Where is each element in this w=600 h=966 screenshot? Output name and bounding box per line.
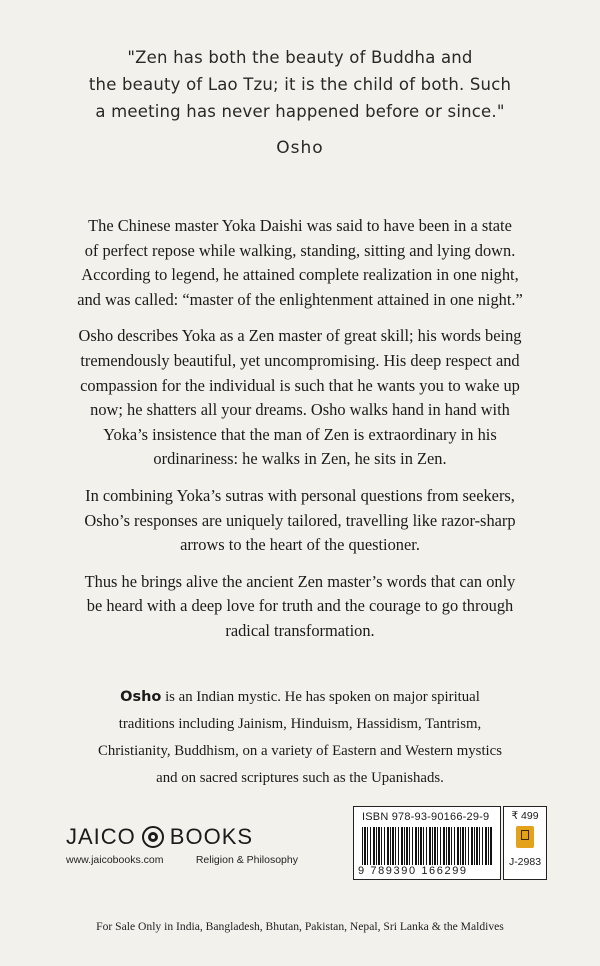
- publisher-website: www.jaicobooks.com: [66, 854, 164, 866]
- text-line: of perfect repose while walking, standing, sitting and lying down.: [84, 240, 516, 260]
- book-description: [60, 214, 540, 656]
- barcode-icon: [362, 827, 492, 865]
- barcode-digits: 9 789390 166299: [358, 865, 468, 877]
- text-line: Osho’s responses are uniquely tailored, travelling like razor-sharp: [84, 510, 516, 530]
- publisher-logo: [66, 824, 298, 850]
- publisher-name-right: BOOKS: [169, 824, 254, 849]
- isbn-label: ISBN 978-93-90166-29-9: [362, 811, 490, 823]
- product-code: J-2983: [508, 856, 542, 868]
- text-line: tremendously beautiful, yet uncompromising. His deep respect and: [80, 350, 520, 370]
- quote-line: the beauty of Lao Tzu; it is the child of both. Such: [88, 75, 512, 94]
- bio-line: and on sacred scriptures such as the Upanishads.: [156, 770, 444, 786]
- publisher-name-left: JAICO: [66, 824, 136, 849]
- text-line: In combining Yoka’s sutras with personal questions from seekers,: [85, 485, 515, 505]
- text-line: Thus he brings alive the ancient Zen master’s words that can only: [84, 571, 516, 591]
- text-line: The Chinese master Yoka Daishi was said to have been in a state: [88, 216, 512, 235]
- price-label: ₹ 499: [511, 810, 539, 822]
- bio-line: [70, 684, 530, 711]
- bio-line: traditions including Jainism, Hinduism, Hassidism, Tantrism,: [118, 716, 482, 732]
- book-category: Religion & Philosophy: [195, 854, 298, 866]
- text-line: radical transformation.: [225, 620, 375, 640]
- barcode-box: [353, 806, 501, 880]
- author-name: Osho: [120, 689, 162, 705]
- author-bio: [70, 684, 530, 792]
- quote-line: "Zen has both the beauty of Buddha and: [127, 48, 473, 67]
- quote-author: Osho: [276, 138, 324, 158]
- text-line: According to legend, he attained complete realization in one night,: [81, 265, 519, 285]
- sale-territory-note: For Sale Only in India, Bangladesh, Bhutan, Pakistan, Nepal, Sri Lanka & the Maldives: [96, 920, 504, 933]
- publisher-block: [66, 824, 298, 866]
- price-box: [503, 806, 547, 880]
- text-line: arrows to the heart of the questioner.: [180, 535, 420, 555]
- bio-line: Christianity, Buddhism, on a variety of Eastern and Western mystics: [97, 743, 502, 759]
- text-line: Yoka’s insistence that the man of Zen is extraordinary in his: [103, 424, 497, 444]
- quote-block: [40, 44, 560, 125]
- publisher-subline: [66, 854, 298, 866]
- text-line: Osho describes Yoka as a Zen master of great skill; his words being: [78, 326, 522, 346]
- text-line: and was called: “master of the enlightenment attained in one night.”: [77, 289, 523, 309]
- text-line: now; he shatters all your dreams. Osho walks hand in hand with: [90, 400, 510, 420]
- description-paragraph: [60, 484, 540, 558]
- description-paragraph: [60, 214, 540, 312]
- text-line: compassion for the individual is such that he wants you to wake up: [80, 375, 520, 395]
- text-line: be heard with a deep love for truth and the courage to go through: [86, 596, 514, 616]
- text-line: ordinariness: he walks in Zen, he sits in Zen.: [153, 449, 447, 469]
- description-paragraph: [60, 570, 540, 644]
- bio-text: is an Indian mystic. He has spoken on major spiritual: [161, 689, 480, 705]
- publisher-badge-icon: [516, 826, 534, 848]
- publisher-emblem-icon: [142, 826, 164, 848]
- description-paragraph: [60, 324, 540, 472]
- quote-line: a meeting has never happened before or since.": [95, 102, 505, 121]
